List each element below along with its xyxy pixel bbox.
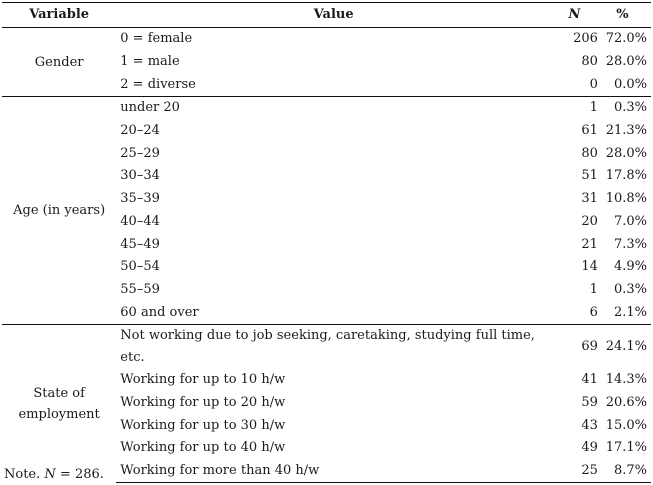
row-percent: 20.6%: [605, 394, 647, 410]
row-value: 55–59: [120, 281, 160, 297]
note-n-symbol: N: [44, 467, 56, 482]
note-prefix: Note.: [4, 467, 41, 482]
row-n: 1: [551, 97, 598, 120]
group-label-gender: Gender: [2, 28, 116, 97]
row-n: 41: [581, 372, 598, 388]
table-note: [4, 467, 104, 483]
row-n: 206: [551, 28, 598, 51]
row-percent: 0.0%: [613, 76, 647, 92]
row-percent: 10.8%: [605, 191, 647, 207]
row-n: 61: [581, 123, 598, 139]
group-label-age: Age (in years): [2, 97, 116, 325]
row-value: Working for up to 20 h/w: [120, 394, 286, 410]
header-row: [2, 3, 651, 28]
row-value: 25–29: [120, 145, 160, 161]
row-percent: 14.3%: [605, 372, 647, 388]
row-percent: 17.1%: [605, 440, 647, 456]
table-row: [2, 28, 651, 51]
header-value: Value: [116, 3, 551, 28]
row-percent: 0.3%: [598, 97, 651, 120]
row-value: 30–34: [120, 168, 160, 184]
row-value: Working for up to 40 h/w: [120, 440, 286, 456]
table-row: [2, 97, 651, 120]
row-n: 25: [551, 460, 598, 483]
row-percent: 0.3%: [613, 281, 647, 297]
row-n: 51: [581, 168, 598, 184]
row-percent: 17.8%: [605, 168, 647, 184]
demographics-table: [2, 2, 651, 483]
header-variable: Variable: [2, 3, 116, 28]
row-value: Not working due to job seeking, caretaking, studying full time, etc.: [116, 324, 551, 369]
row-value: 2 = diverse: [120, 76, 196, 92]
row-value: Working for more than 40 h/w: [116, 460, 551, 483]
row-percent: 72.0%: [598, 28, 651, 51]
table-header: [2, 3, 651, 28]
row-n: 20: [581, 213, 598, 229]
row-n: 49: [581, 440, 598, 456]
row-n: 31: [581, 191, 598, 207]
row-n: 21: [581, 236, 598, 252]
row-value: under 20: [116, 97, 551, 120]
row-value: 20–24: [120, 123, 160, 139]
row-percent: 28.0%: [605, 54, 647, 70]
note-n-value: = 286.: [55, 467, 104, 482]
table-row: [2, 324, 651, 369]
row-percent: 8.7%: [598, 460, 651, 483]
header-n: N: [551, 3, 598, 28]
row-value: 1 = male: [120, 54, 180, 70]
row-percent: 21.3%: [605, 123, 647, 139]
row-percent: 7.0%: [613, 213, 647, 229]
row-value: 60 and over: [120, 304, 199, 320]
row-value: Working for up to 30 h/w: [120, 417, 286, 433]
row-n: 59: [581, 394, 598, 410]
row-n: 43: [581, 417, 598, 433]
row-value: 40–44: [120, 213, 160, 229]
row-n: 0: [589, 76, 598, 92]
group-label-line: employment: [18, 406, 100, 422]
row-value: 0 = female: [116, 28, 551, 51]
row-n: 1: [589, 281, 598, 297]
header-percent: %: [598, 3, 651, 28]
row-n: 80: [581, 54, 598, 70]
row-n: 6: [589, 304, 598, 320]
row-n: 80: [581, 145, 598, 161]
row-percent: 4.9%: [613, 259, 647, 275]
group-label-line: State of: [33, 385, 85, 401]
row-value: 35–39: [120, 191, 160, 207]
row-n: 14: [581, 259, 598, 275]
row-value: 45–49: [120, 236, 160, 252]
row-value: 50–54: [120, 259, 160, 275]
table-body: [2, 28, 651, 483]
row-percent: 7.3%: [613, 236, 647, 252]
row-percent: 2.1%: [613, 304, 647, 320]
row-percent: 15.0%: [605, 417, 647, 433]
row-value: Working for up to 10 h/w: [120, 372, 286, 388]
row-n: 69: [551, 324, 598, 369]
group-label-employment: [2, 324, 116, 482]
row-percent: 28.0%: [605, 145, 647, 161]
row-percent: 24.1%: [598, 324, 651, 369]
